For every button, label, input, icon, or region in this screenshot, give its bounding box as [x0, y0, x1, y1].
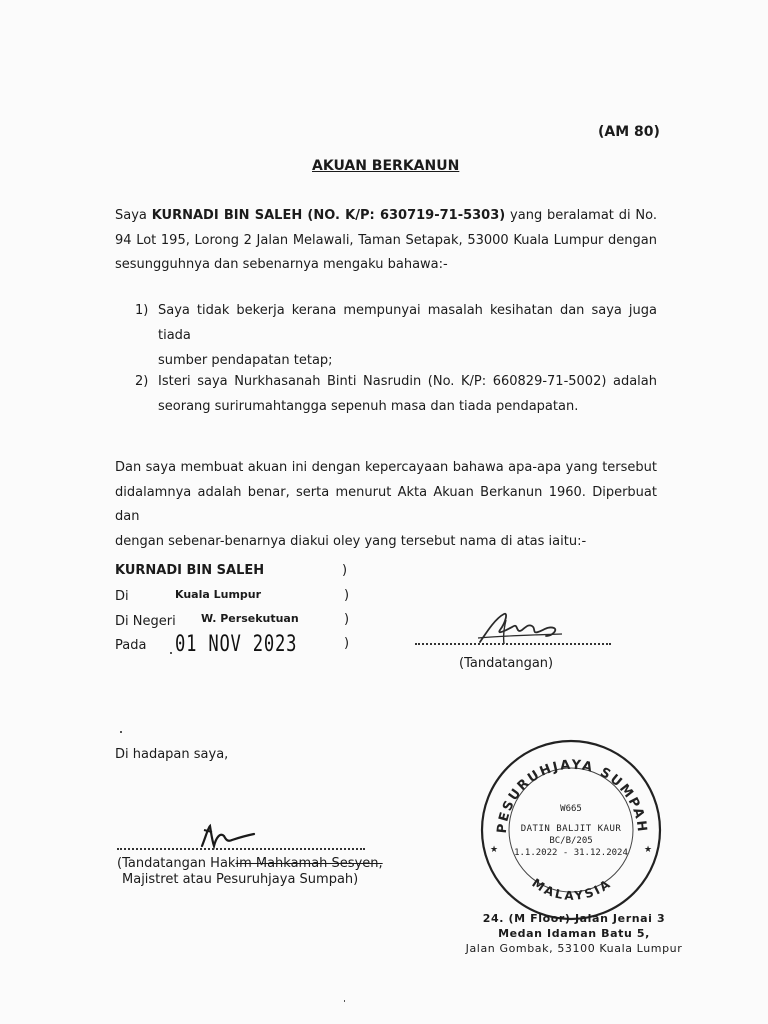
- declarant-name-kp: KURNADI BIN SALEH (NO. K/P: 630719-71-5303): [151, 208, 506, 223]
- intro-body: yang beralamat di No. 94 Lot 195, Lorong 2 Jalan Melawali, Taman Setapak, 53000 Kuala Lumpur dengan: [115, 208, 657, 248]
- item-text-1: [158, 298, 657, 373]
- officer-caption-2b: jistret atau Pesuruhjaya Sumpah): [141, 872, 359, 887]
- address-line-3: Jalan Gombak, 53100 Kuala Lumpur: [465, 942, 683, 955]
- item-1-line-1: Saya tidak bekerja kerana mempunyai masalah kesihatan dan saya juga tiada: [158, 303, 657, 343]
- address-line-2: Medan Idaman Batu 5,: [498, 927, 650, 940]
- officer-caption-line-1: [117, 856, 383, 871]
- bracket-1: ): [342, 563, 348, 578]
- bracket-4: ): [344, 636, 350, 651]
- ink-dot-3: [344, 1000, 345, 1002]
- item-2-line-2: seorang surirumahtangga sepenuh masa dan tiada pendapatan.: [158, 399, 579, 414]
- stamp-officer-name: DATIN BALJIT KAUR: [520, 824, 622, 834]
- negeri-value: W. Persekutuan: [201, 612, 299, 625]
- bracket-2: ): [344, 588, 350, 603]
- declarant-signature: [470, 608, 570, 650]
- closing-last-line: dengan sebenar-benarnya diakui oley yang tersebut nama di atas iaitu:-: [115, 533, 587, 549]
- di-value: Kuala Lumpur: [175, 588, 262, 601]
- officer-signature-line: [117, 848, 365, 850]
- officer-caption-2a: Ma: [122, 872, 142, 887]
- intro-prefix: Saya: [115, 208, 152, 223]
- stamp-bottom-arc: MALAYSIA: [529, 875, 615, 903]
- intro-paragraph: [115, 204, 657, 278]
- item-text-2: [158, 369, 657, 419]
- stamp-ref: BC/B/205: [549, 836, 593, 846]
- pada-label: Pada: [115, 638, 147, 653]
- di-label: Di: [115, 589, 129, 604]
- form-code: (AM 80): [598, 124, 660, 140]
- item-number-2: 2): [135, 374, 149, 389]
- stamp-star-left: ★: [490, 845, 499, 855]
- date-stamp: 01 NOV 2023: [175, 632, 298, 657]
- ink-dot: [170, 652, 172, 654]
- stamp-validity: 1.1.2022 - 31.12.2024: [514, 848, 628, 858]
- item-number-1: 1): [135, 303, 149, 318]
- ink-dot-2: [120, 731, 122, 733]
- stamp-code: W665: [560, 804, 582, 814]
- address-line-1: 24. (M Floor) Jalan Jernai 3: [482, 912, 666, 925]
- declarant-name: KURNADI BIN SALEH: [115, 563, 265, 578]
- item-2-line-1: Isteri saya Nurkhasanah Binti Nasrudin (No. K/P: 660829-71-5002) adalah: [158, 374, 657, 389]
- commissioner-stamp: [478, 737, 664, 923]
- stamp-star-right: ★: [644, 845, 653, 855]
- document-title: AKUAN BERKANUN: [312, 158, 460, 174]
- officer-caption-1b: im Mahkamah Sesyen,: [235, 856, 383, 871]
- negeri-label: Di Negeri: [115, 614, 176, 629]
- officer-caption-1a: (Tandatangan Hak: [117, 856, 236, 871]
- signature-caption: (Tandatangan): [459, 656, 554, 671]
- officer-caption-line-2: [122, 872, 358, 887]
- closing-paragraph: [115, 456, 657, 554]
- item-1-line-2: sumber pendapatan tetap;: [158, 353, 333, 368]
- intro-last-line: sesungguhnya dan sebenarnya mengaku bahawa:-: [115, 257, 448, 272]
- bracket-3: ): [344, 612, 350, 627]
- before-me-text: Di hadapan saya,: [115, 747, 229, 762]
- closing-body: Dan saya membuat akuan ini dengan kepercayaan bahawa apa-apa yang tersebut didalamnya adalah benar, serta menurut Akta Akuan Berkanun 1960. Diperbuat dan: [115, 460, 657, 524]
- stamp-top-arc: PESURUHJAYA SUMPAH: [494, 757, 650, 835]
